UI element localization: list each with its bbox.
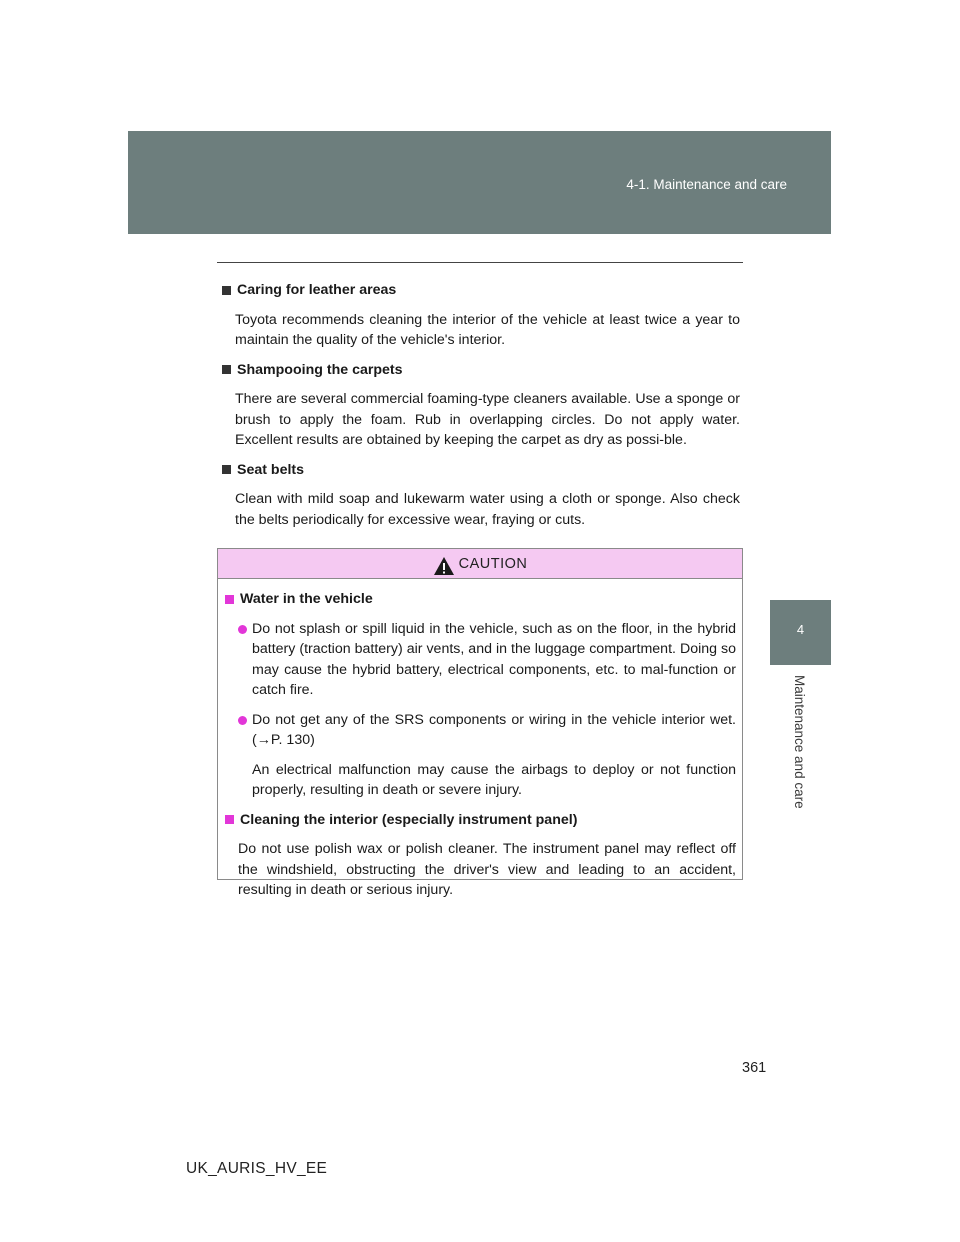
section-paragraph: Clean with mild soap and lukewarm water using a cloth or sponge. Also check the belts periodically for excessive wear, fraying or cuts.: [235, 491, 740, 528]
caution-bullet: [238, 710, 736, 751]
round-bullet-icon: [238, 625, 247, 634]
header-band: [128, 131, 831, 234]
square-bullet-icon: [222, 465, 231, 474]
chapter-label: Maintenance and care: [792, 675, 807, 809]
heading-text: Shampooing the carpets: [237, 361, 403, 378]
top-rule: [217, 262, 743, 263]
caution-bullet: [238, 619, 736, 701]
section-paragraph: There are several commercial foaming-type cleaners available. Use a sponge or brush to apply the foam. Rub in overlapping circles. Do not apply water. Excellent results are obtained by keeping the carpet as dry as possi-ble.: [235, 391, 740, 448]
heading-text: Water in the vehicle: [240, 591, 373, 607]
section-title: 4-1. Maintenance and care: [626, 177, 787, 192]
square-bullet-icon: [222, 286, 231, 295]
round-bullet-icon: [238, 716, 247, 725]
square-bullet-icon: [225, 595, 234, 604]
square-bullet-icon: [225, 815, 234, 824]
chapter-label-container: [770, 665, 831, 809]
caution-paragraph: Do not use polish wax or polish cleaner. The instrument panel may reflect off the windshield, obstructing the driver's view and leading to an accident, resulting in death or serious injury.: [238, 841, 736, 898]
warning-triangle-icon: [433, 556, 455, 576]
square-bullet-icon: [222, 365, 231, 374]
caution-heading: [224, 810, 736, 831]
section-heading: [220, 460, 740, 481]
caution-header: [218, 549, 742, 579]
caution-note: An electrical malfunction may cause the airbags to deploy or not function properly, resulting in death or severe injury.: [252, 761, 736, 798]
caution-body: [218, 579, 742, 901]
chapter-number: 4: [796, 622, 805, 637]
heading-text: Caring for leather areas: [237, 282, 397, 298]
bullet-text: Do not get any of the SRS components or wiring in the vehicle interior wet. (→P. 130): [252, 711, 736, 748]
caution-title: CAUTION: [458, 555, 528, 572]
caution-box: [217, 548, 743, 898]
main-content: [220, 280, 740, 539]
chapter-tab: [770, 600, 831, 665]
section-paragraph: Toyota recommends cleaning the interior of the vehicle at least twice a year to maintain the quality of the vehicle's interior.: [235, 311, 740, 348]
heading-text: Cleaning the interior (especially instrument panel): [240, 811, 578, 828]
caution-heading: [224, 589, 736, 610]
section-heading: [220, 280, 740, 301]
bullet-text: Do not splash or spill liquid in the vehicle, such as on the floor, in the hybrid battery (traction battery) air vents, and in the luggage compartment. Doing so may cause the hybrid battery, electrical components, etc. to mal-function or catch fire.: [252, 620, 736, 698]
section-heading: [220, 360, 740, 381]
footer-code: UK_AURIS_HV_EE: [186, 1160, 328, 1177]
heading-text: Seat belts: [237, 461, 305, 478]
page-number: 361: [742, 1060, 767, 1076]
